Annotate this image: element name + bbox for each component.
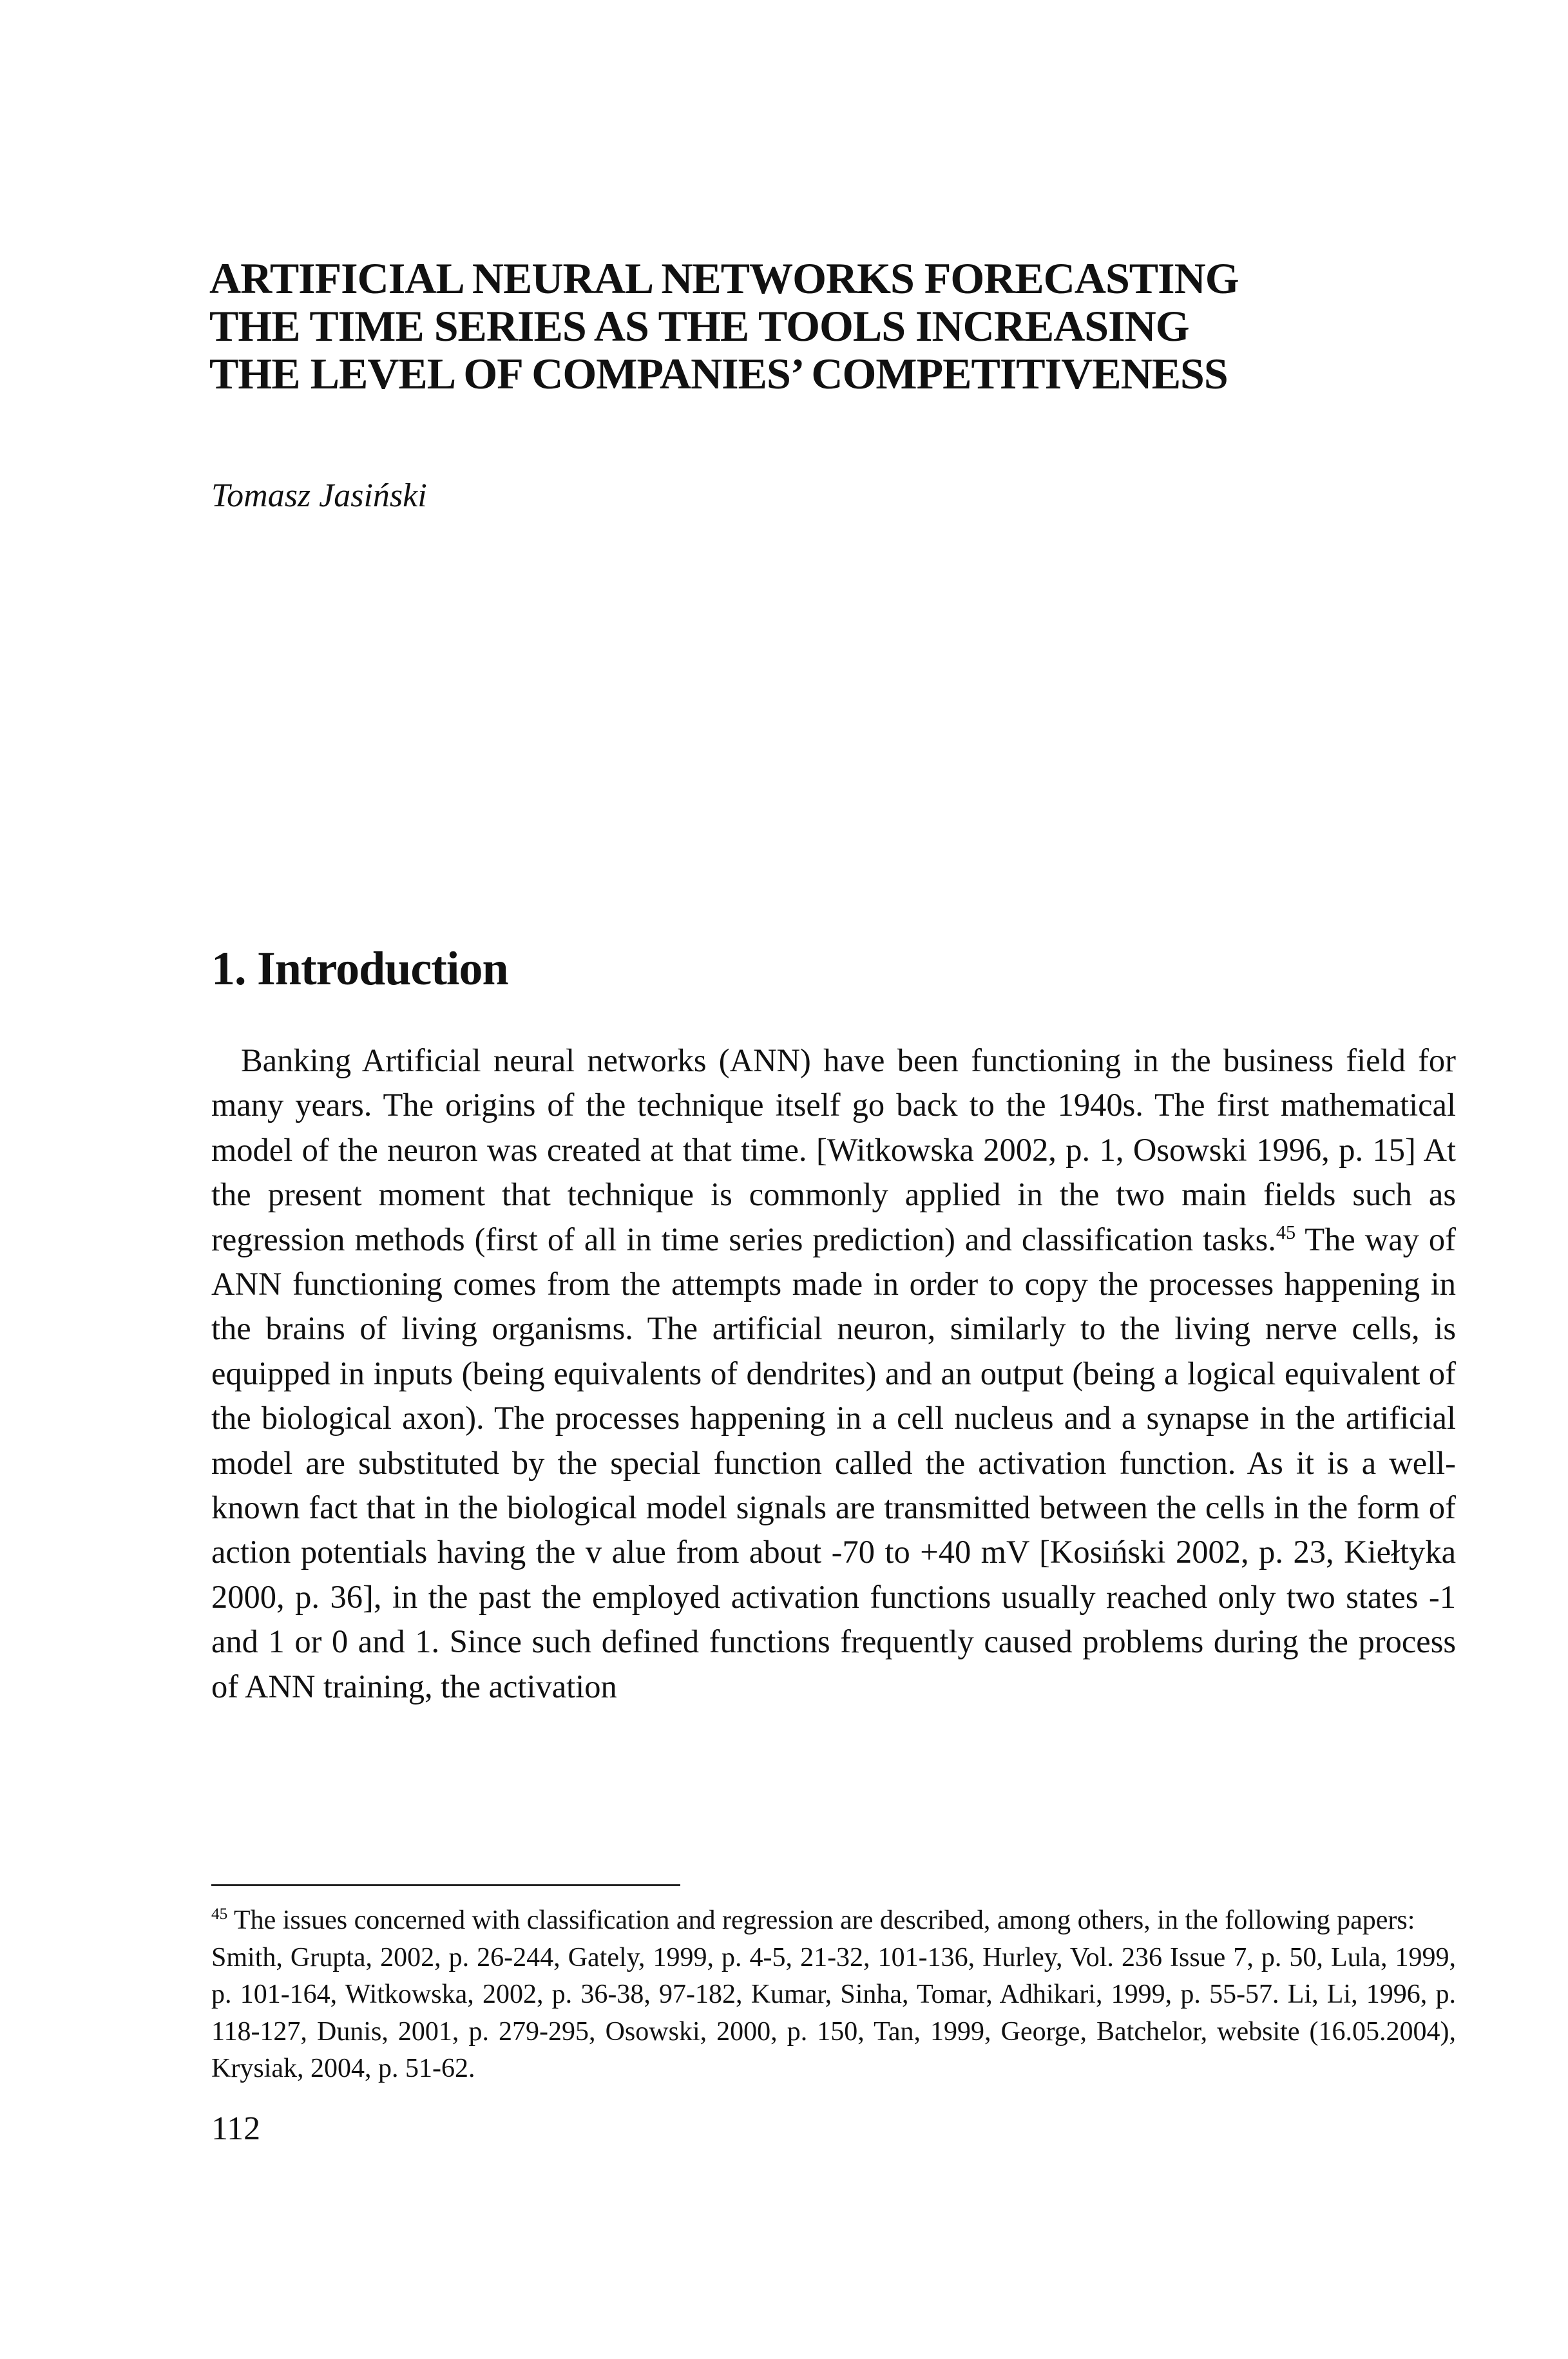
footnote-divider	[211, 1884, 680, 1886]
footnote-text-1: The issues concerned with classification and regression are described, among others, in the following papers:	[227, 1905, 1415, 1935]
footnote-number: 45	[211, 1905, 228, 1923]
author-name: Tomasz Jasiński	[211, 477, 427, 514]
title-line-1: ARTIFICIAL NEURAL NETWORKS FORECASTING	[209, 254, 1239, 303]
paper-title	[209, 254, 1466, 397]
title-line-3: THE LEVEL OF COMPANIES’ COMPETITIVENESS	[209, 349, 1228, 398]
body-text-part-1: Banking Artificial neural networks (ANN) have been functioning in the business field for many years. The origins of the technique itself go back to the 1940s. The first mathematical model of the neuron was created at that time. [Witkowska 2002, p. 1, Osowski 1996, p. 15] At the present moment that technique is commonly applied in the two main fields such as regression methods (first of all in time series prediction) and classification tasks.	[211, 1042, 1456, 1257]
body-text-part-2: The way of ANN functioning comes from the attempts made in order to copy the processes happening in the brains of living organisms. The artificial neuron, similarly to the living nerve cells, is equipped in inputs (being equivalents of dendrites) and an output (being a logical equivalent of the biological axon). The processes happening in a cell nucleus and a synapse in the artificial model are substituted by the special function called the activation function. As it is a well-known fact that in the biological model signals are transmitted between the cells in the form of action potentials having the v alue from about -70 to +40 mV [Kosiński 2002, p. 23, Kiełtyka 2000, p. 36], in the past the employed activation functions usually reached only two states -1 and 1 or 0 and 1. Since such defined functions frequently caused problems during the process of ANN training, the activation	[211, 1221, 1456, 1705]
footnote-reference[interactable]: 45	[1276, 1221, 1296, 1243]
footnote-line-1	[211, 1902, 1456, 1940]
footnote	[211, 1902, 1456, 2088]
footnote-line-2: Smith, Grupta, 2002, p. 26-244, Gately, 1999, p. 4-5, 21-32, 101-136, Hurley, Vol. 236 Issue 7, p. 50, Lula, 1999, p. 101-164, Witkowska, 2002, p. 36-38, 97-182, Kumar, Sinha, Tomar, Adhikari, 1999, p. 55-57. Li, Li, 1996, p. 118-127, Dunis, 2001, p. 279-295, Osowski, 2000, p. 150, Tan, 1999, George, Batchelor, website (16.05.2004), Krysiak, 2004, p. 51-62.	[211, 1942, 1456, 2083]
page-number: 112	[211, 2110, 261, 2147]
title-line-2: THE TIME SERIES AS THE TOOLS INCREASING	[209, 301, 1189, 350]
body-paragraph	[211, 1038, 1456, 1709]
section-heading: 1. Introduction	[211, 942, 508, 995]
